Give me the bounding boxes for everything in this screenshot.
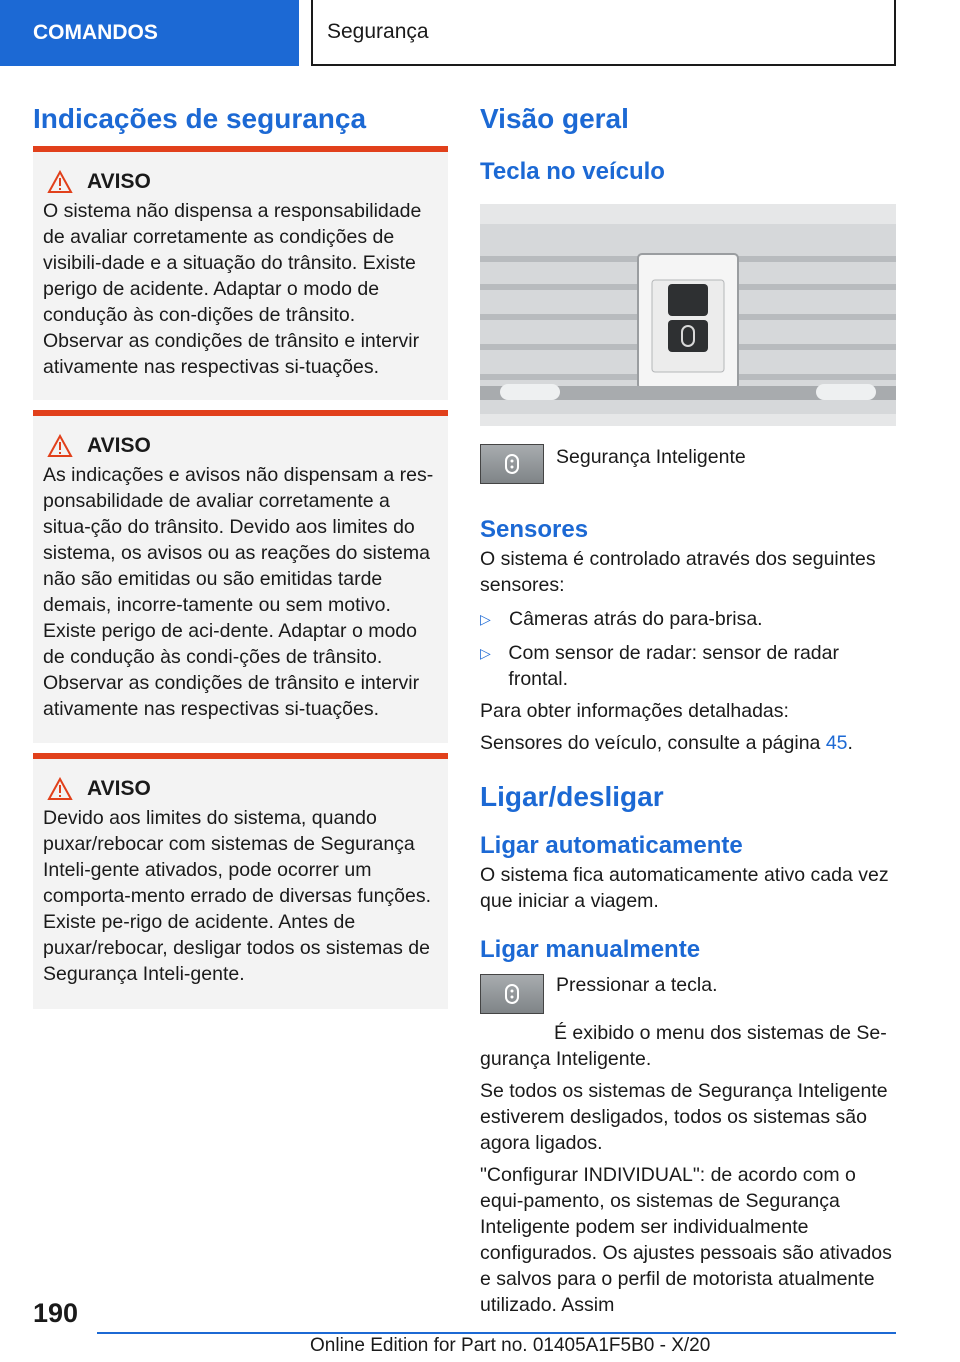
bullet-triangle-icon: ▷ <box>480 611 491 627</box>
page-link[interactable]: 45 <box>825 732 848 754</box>
warning-triangle-icon <box>47 434 73 458</box>
vehicle-button-photo <box>480 204 896 426</box>
warning-title: AVISO <box>87 777 151 800</box>
safety-heading: Indicações de segurança <box>33 103 367 134</box>
warning-text: O sistema não dispensa a responsabilidade de avaliar corretamente as condições de visibili-dade e a situação do trânsito. Existe perigo de acidente. Adaptar o modo de condução às con-dições de trânsito. Observar as condições de trânsito e intervir ativamente nas respectivas si-tuações. <box>43 200 422 378</box>
safety-button-icon <box>480 444 544 484</box>
warning-title: AVISO <box>87 170 151 193</box>
key-caption: Segurança Inteligente <box>556 446 746 468</box>
warning-box <box>33 146 448 400</box>
manual-heading: Ligar manualmente <box>480 936 701 963</box>
chapter-title: Segurança <box>311 0 896 66</box>
onoff-heading: Ligar/desligar <box>480 781 664 812</box>
key-subheading: Tecla no veículo <box>480 158 665 185</box>
warning-title: AVISO <box>87 434 151 457</box>
sensors-heading: Sensores <box>480 516 589 543</box>
warning-text: Devido aos limites do sistema, quando puxar/rebocar com sistemas de Segurança Inteli-gente ativados, pode ocorrer um comporta-mento errado de diversas funções. Existe pe-rigo de acidente. Antes de puxar/rebocar, desligar todos os sistemas de Segurança Inteli-gente. <box>43 807 432 985</box>
list-item: ▷ Com sensor de radar: sensor de radar frontal. <box>480 642 839 690</box>
manual-para-2: "Configurar INDIVIDUAL": de acordo com o equi-pamento, os sistemas de Segurança Inteligente podem ser individualmente configurados. Os ajustes pessoais são ativados e salvos para o perfil de motorista atualmente utilizado. Assim <box>480 1164 892 1316</box>
auto-text: O sistema fica automaticamente ativo cada vez que iniciar a viagem. <box>480 864 889 912</box>
manual-para-1: Se todos os sistemas de Segurança Inteligente estiverem desligados, todos os sistemas são agora ligados. <box>480 1080 888 1154</box>
bullet-triangle-icon: ▷ <box>480 645 491 661</box>
auto-heading: Ligar automaticamente <box>480 832 743 859</box>
left-column <box>33 100 448 1019</box>
manual-step-2: É exibido o menu dos sistemas de Se-gurança Inteligente. <box>480 1022 887 1070</box>
safety-button-icon <box>480 974 544 1014</box>
right-column <box>480 100 896 1318</box>
reference-line: Sensores do veículo, consulte a página 45. <box>480 732 853 754</box>
warning-box <box>33 753 448 1009</box>
page-number: 190 <box>33 1298 79 1328</box>
warning-text: As indicações e avisos não dispensam a res-ponsabilidade de avaliar corretamente a situa-ção do trânsito. Devido aos limites do sistema, os avisos ou as reações do sistema não são emitidas ou são emitidas tarde demais, incorre-tamente ou sem motivo. Existe perigo de aci-dente. Adaptar o modo de condução às condi-ções de trânsito. Observar as condições de trânsito e intervir ativamente nas respectivas si-tuações. <box>43 464 434 720</box>
key-legend <box>480 444 896 484</box>
list-item: ▷ Câmeras atrás do para-brisa. <box>480 608 763 630</box>
warning-triangle-icon <box>47 777 73 801</box>
section-tab: COMANDOS <box>0 0 299 66</box>
overview-heading: Visão geral <box>480 103 629 134</box>
warning-box <box>33 410 448 743</box>
edition-footer: Online Edition for Part no. 01405A1F5B0 - X/20 <box>310 1335 711 1356</box>
info-line: Para obter informações detalhadas: <box>480 700 789 722</box>
manual-step-1: Pressionar a tecla. <box>556 974 718 996</box>
manual-step <box>480 972 896 1014</box>
warning-triangle-icon <box>47 170 73 194</box>
sensors-intro: O sistema é controlado através dos seguintes sensores: <box>480 548 876 596</box>
footer-divider <box>97 1332 896 1334</box>
